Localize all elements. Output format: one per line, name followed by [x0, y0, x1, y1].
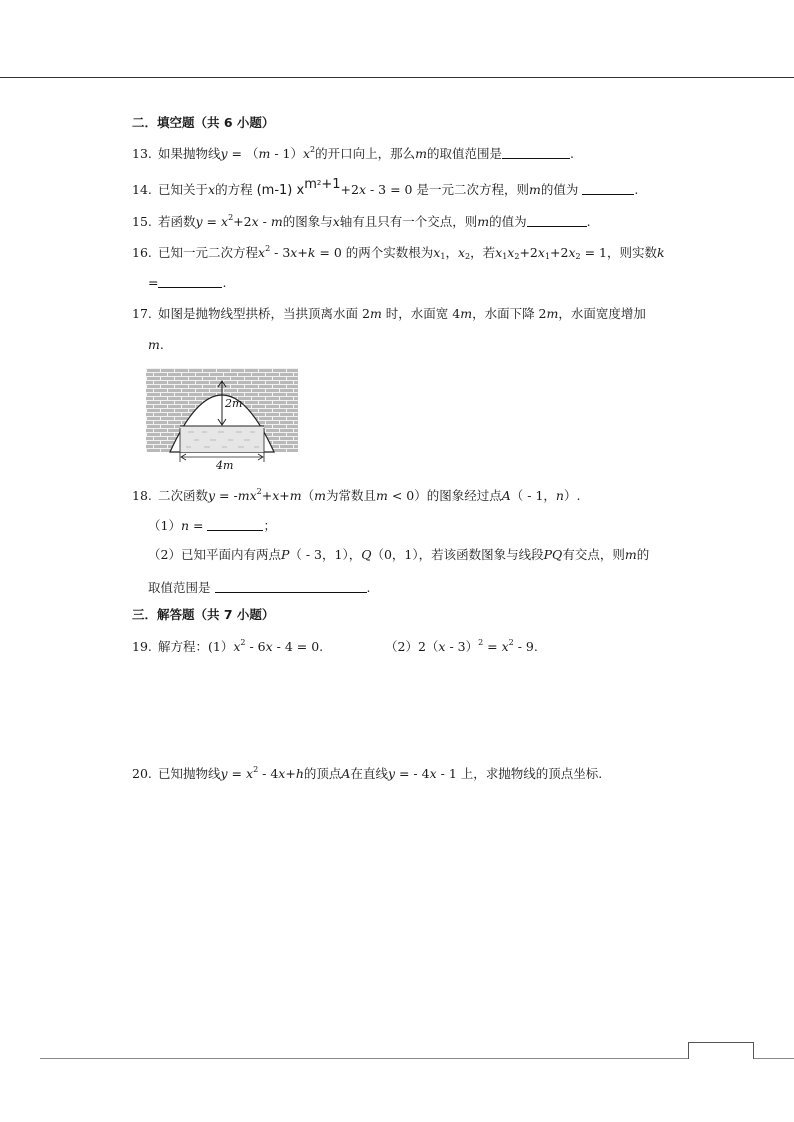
footer-rule: [40, 1058, 688, 1059]
arch-bridge-figure: [146, 368, 298, 470]
question-number: 19.: [132, 639, 152, 654]
page-number-tab: [688, 1042, 754, 1059]
question-16: 16. 已知一元二次方程$x^2 - 3x+k = 0$ 的两个实数根为$x_1$，$x_2$，若$x_1x_2+2x_1+2x_2 = 1$，则实数k: [132, 244, 665, 261]
question-18-part-2: （2）已知平面内有两点P（ - 3，1），Q（0，1），若该函数图象与线段PQ有交点，则m的: [148, 547, 650, 562]
footer-rule-tail: [754, 1058, 794, 1059]
header-rule: [0, 77, 794, 78]
question-number: 14.: [132, 182, 152, 197]
question-19: 19. 解方程：$(1)x^2 - 6x - 4 = 0$.: [132, 638, 324, 654]
question-number: 15.: [132, 214, 152, 229]
question-14: 14. 已知关于x的方程 (m-1) $x^{m^2+1}+2x - 3 = 0$ 是一元二次方程，则m的值为 .: [132, 177, 639, 198]
width-label: 4m: [216, 459, 234, 470]
question-18-part-1: （1）n = ；: [148, 518, 276, 533]
question-16-continued: = .: [148, 275, 227, 290]
section-heading-solve: 三．解答题（共 7 小题）: [132, 607, 275, 622]
question-number: 13.: [132, 146, 152, 161]
question-13: 13. 如果抛物线$y = (m - 1)x^2$的开口向上，那么m的取值范围是 .: [132, 145, 575, 161]
answer-blank[interactable]: [158, 275, 222, 288]
question-number: 20.: [132, 766, 152, 781]
question-19-part-2: $(2)2(x - 3)^2 = x^2 - 9$.: [385, 638, 538, 654]
question-number: 16.: [132, 245, 152, 260]
question-number: 17.: [132, 306, 152, 321]
question-number: 18.: [132, 488, 152, 503]
question-15: 15. 若函数$y = x^2+2x - m$的图象与x轴有且只有一个交点，则m的值为 .: [132, 213, 591, 229]
question-18: 18. 二次函数$y = -mx^2+x+m(m$为常数且m < 0）的图象经过点A（ - 1，n）.: [132, 487, 581, 503]
question-20: 20. 已知抛物线$y = x^2 - 4x+h$的顶点A在直线y = - 4x - 1 上，求抛物线的顶点坐标.: [132, 765, 603, 781]
equation-term: (m-1) x: [256, 183, 305, 198]
answer-blank[interactable]: [215, 580, 367, 593]
answer-blank[interactable]: [582, 182, 634, 195]
question-17-continued: m.: [148, 337, 164, 352]
answer-blank[interactable]: [207, 518, 263, 531]
answer-blank[interactable]: [527, 214, 587, 227]
section-heading-fill-blank: 二．填空题（共 6 小题）: [132, 115, 275, 130]
question-18-part-2-continued: 取值范围是 .: [148, 580, 371, 595]
answer-blank[interactable]: [502, 146, 570, 159]
question-17: 17. 如图是抛物线型拱桥，当拱顶离水面 2m 时，水面宽 4m，水面下降 2m，水面宽度增加: [132, 306, 646, 321]
height-label: 2m: [225, 397, 243, 410]
water-area: [180, 426, 264, 452]
